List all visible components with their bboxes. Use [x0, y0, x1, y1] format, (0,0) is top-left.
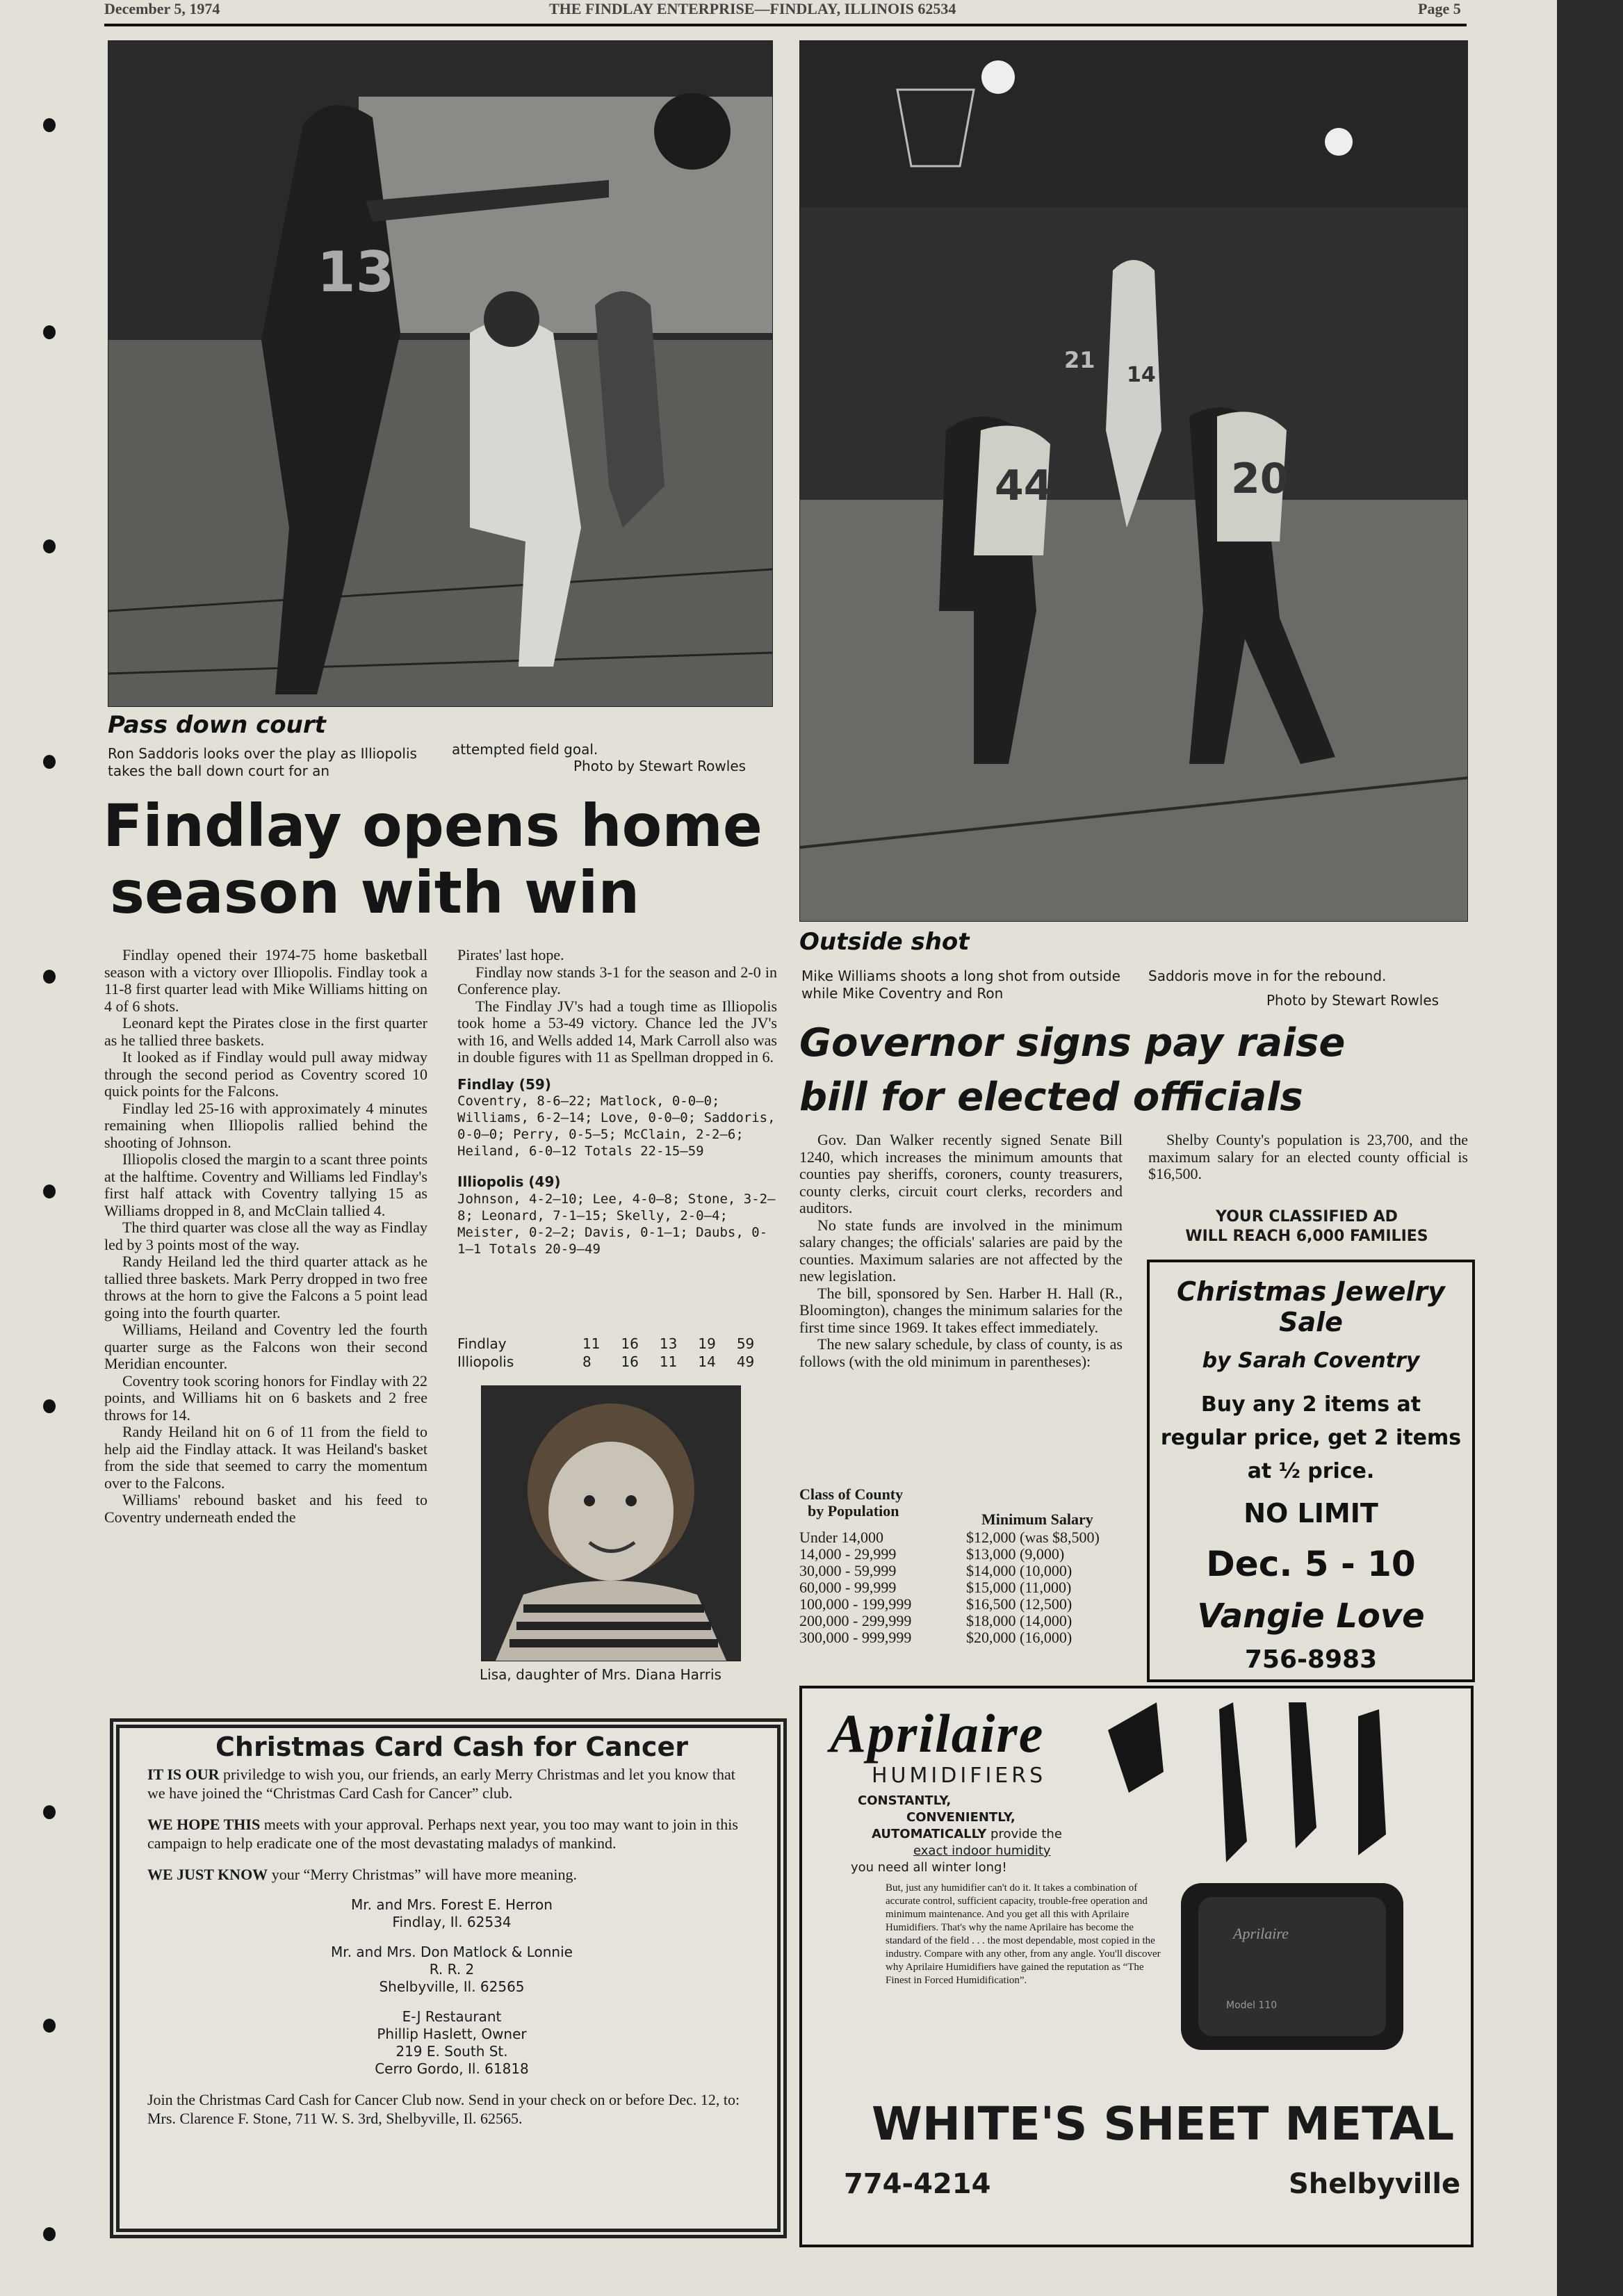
- photo-credit: Photo by Stewart Rowles: [573, 758, 747, 774]
- story1-column-2: [457, 947, 777, 1257]
- headline-line-2: bill for elected officials: [799, 1075, 1303, 1120]
- ad-tagline-line: exact indoor humidity: [913, 1843, 1051, 1858]
- binder-hole: [43, 325, 56, 339]
- paragraph: Findlay now stands 3-1 for the season and 2-0 in Conference play.: [457, 963, 777, 998]
- salary-row: [799, 1529, 1129, 1546]
- paragraph: Shelby County's population is 23,700, and the maximum salary for an elected county official is $16,500.: [1148, 1131, 1468, 1182]
- caption-outside-shot: Mike Williams shoots a long shot from outside while Mike Coventry and Ron: [801, 968, 1120, 1002]
- donor-line: Cerro Gordo, Il. 61818: [375, 2060, 529, 2077]
- score-cell: 11: [659, 1353, 678, 1370]
- caption-outside-shot-cont: Saddoris move in for the rebound.: [1148, 968, 1387, 984]
- paragraph: Leonard kept the Pirates close in the first quarter as he tallied three baskets.: [104, 1014, 427, 1049]
- donor-line: R. R. 2: [429, 1961, 475, 1978]
- classified-line-2: WILL REACH 6,000 FAMILIES: [1185, 1228, 1428, 1245]
- quarter-score-table: [457, 1335, 754, 1371]
- headline-line-1: Findlay opens home: [103, 792, 762, 860]
- score-cell: 19: [698, 1335, 716, 1352]
- donor-line: Shelbyville, Il. 62565: [379, 1978, 525, 1995]
- salary-row: [799, 1563, 1129, 1579]
- salary-table-header: [799, 1503, 1129, 1528]
- ad-brand: Aprilaire: [830, 1703, 1045, 1764]
- binder-hole: [43, 1805, 56, 1819]
- paragraph: Illiopolis closed the margin to a scant three points at the halftime. Coventry and Williams led Findlay's first half attack with Coventry tallying 15 as Williams dropped in 8, and McClain tallied 4.: [104, 1150, 427, 1219]
- score-cell: Illiopolis: [457, 1353, 514, 1370]
- binder-hole: [43, 1399, 56, 1413]
- ad-aprilaire-humidifiers: [799, 1686, 1474, 2247]
- caption-title-outside-shot: Outside shot: [799, 928, 970, 956]
- donor-list: [147, 1896, 756, 2078]
- paragraph: Randy Heiland led the third quarter attack as he tallied three baskets. Mark Perry dropped in two free throws at the horn to give the Falcons a 5 point lead going into the fourth quarter.: [104, 1253, 427, 1321]
- jersey-number: 21: [1064, 347, 1095, 373]
- donor-entry: [147, 2008, 756, 2078]
- donor-entry: [147, 1896, 756, 1931]
- ad-dealer: WHITE'S SHEET METAL: [872, 2097, 1455, 2151]
- paragraph: Coventry took scoring honors for Findlay with 22 points, and Williams hit on 6 baskets and 2 free throws for 14.: [104, 1371, 427, 1424]
- unit-label: Aprilaire: [1233, 1925, 1289, 1942]
- salary-row: [799, 1546, 1129, 1563]
- salary-population: Under 14,000: [799, 1529, 883, 1546]
- binder-hole: [43, 118, 56, 132]
- photo-outside-shot: [799, 40, 1468, 922]
- salary-row: [799, 1579, 1129, 1596]
- box-score-line: Williams, 6-2—14; Love, 0-0—0; Saddoris,: [457, 1110, 776, 1125]
- headline-line-2: season with win: [110, 858, 640, 927]
- ad-tagline-line: provide the: [986, 1827, 1062, 1841]
- salary-row: [799, 1629, 1129, 1646]
- ad-dates: Dec. 5 - 10: [1206, 1544, 1416, 1584]
- box-score-line: Heiland, 6-0—12 Totals 22-15—59: [457, 1143, 704, 1159]
- ad-contact-name: Vangie Love: [1197, 1597, 1425, 1636]
- photo-credit: Photo by Stewart Rowles: [1266, 992, 1440, 1009]
- ad-title: Christmas Jewelry Sale: [1177, 1276, 1445, 1337]
- salary-col-head-a: Class of County: [799, 1485, 904, 1503]
- ad-paragraph: your “Merry Christmas” will have more meaning.: [268, 1866, 577, 1883]
- ad-offer: [1150, 1388, 1472, 1488]
- ad-paragraph: meets with your approval. Perhaps next year, you too may want to join in this campaign to help eradicate one of the most devastating maladys of mankind.: [147, 1816, 738, 1852]
- jersey-number: 13: [317, 240, 395, 304]
- scan-edge: [1557, 0, 1623, 2296]
- story-headline-governor: [799, 1016, 1481, 1125]
- classified-promo: [1147, 1207, 1467, 1246]
- score-cell: 13: [659, 1335, 678, 1352]
- score-cell: 11: [582, 1335, 601, 1352]
- caption-lisa: Lisa, daughter of Mrs. Diana Harris: [480, 1666, 721, 1683]
- masthead-paper: THE FINDLAY ENTERPRISE—FINDLAY, ILLINOIS 62534: [549, 0, 956, 17]
- story2-column-2: [1148, 1132, 1468, 1183]
- paragraph: Gov. Dan Walker recently signed Senate Bill 1240, which increases the minimum amounts that counties pay sheriffs, coroners, county treasurers, county clerks, circuit court clerks, recorders and auditors.: [799, 1131, 1123, 1216]
- salary-col-head-b: Minimum Salary: [981, 1511, 1093, 1528]
- salary-amount: $18,000 (14,000): [966, 1612, 1073, 1629]
- paragraph: Randy Heiland hit on 6 of 11 from the field to help aid the Findlay attack. It was Heiland's basket from the side that seemed to carry the momentum over to the Falcons.: [104, 1423, 427, 1492]
- salary-amount: $20,000 (16,000): [966, 1629, 1073, 1646]
- binder-hole: [43, 2019, 56, 2033]
- ad-lead: WE JUST KNOW: [147, 1866, 268, 1883]
- ad-town: Shelbyville: [1289, 2168, 1461, 2200]
- caption-pass-down-court: Ron Saddoris looks over the play as Illiopolis takes the ball down court for an: [108, 745, 417, 779]
- ad-phone: 756-8983: [1244, 1645, 1378, 1674]
- ad-tagline: [851, 1793, 1150, 1876]
- headline-line-1: Governor signs pay raise: [799, 1020, 1346, 1066]
- ad-tagline-line: CONVENIENTLY,: [906, 1810, 1016, 1825]
- salary-population: 14,000 - 29,999: [799, 1545, 897, 1563]
- paragraph: The Findlay JV's had a tough time as Illiopolis took home a 53-49 victory. Chance led the JV's with 16, and Wells added 14, Mark Carroll also was in double figures with 11 as Spellman dropped in 6.: [457, 997, 777, 1066]
- ad-body: But, just any humidifier can't do it. It takes a combination of accurate control, sufficient capacity, trouble-free operation and minimum maintenance. And you get all this with Aprilaire Humidifiers. That's why the name Aprilaire has become the standard of the field . . . the most dependable, most copied in the industry. Compare with any other, from any angle. You'll discover why Aprilaire Humidifiers have gained the reputation as “The Finest in Forced Humidification”.: [886, 1882, 1161, 1986]
- box-score-line: Meister, 0-2—2; Davis, 0-1—1; Daubs, 0-: [457, 1224, 768, 1240]
- ad-limit: NO LIMIT: [1243, 1498, 1378, 1529]
- salary-amount: $13,000 (9,000): [966, 1545, 1065, 1563]
- ad-tagline-line: CONSTANTLY,: [858, 1793, 952, 1808]
- box-score-line: 0-0—0; Perry, 0-5—5; McClain, 2-2—6;: [457, 1127, 744, 1142]
- ad-paragraph: priviledge to wish you, our friends, an early Merry Christmas and let you know that we have joined the “Christmas Card Cash for Cancer” club.: [147, 1766, 735, 1802]
- score-cell: 49: [736, 1353, 755, 1370]
- masthead: [104, 0, 1467, 26]
- salary-amount: $12,000 (was $8,500): [966, 1529, 1100, 1546]
- score-cell: 16: [621, 1335, 639, 1352]
- box-score-line: 8; Leonard, 7-1—15; Skelly, 2-0—4;: [457, 1207, 728, 1223]
- box-score-illiopolis-title: Illiopolis (49): [457, 1173, 561, 1190]
- jersey-number: 20: [1231, 455, 1289, 503]
- salary-table: [799, 1486, 1129, 1646]
- donor-line: E-J Restaurant: [402, 2008, 502, 2025]
- classified-line-1: YOUR CLASSIFIED AD: [1216, 1208, 1398, 1226]
- ad-christmas-jewelry: [1147, 1260, 1475, 1682]
- box-score-findlay-title: Findlay (59): [457, 1075, 551, 1093]
- donor-entry: [147, 1944, 756, 1996]
- box-score-line: 1—1 Totals 20-9—49: [457, 1241, 601, 1257]
- story2-column-1: [799, 1132, 1123, 1370]
- ad-footer: Join the Christmas Card Cash for Cancer Club now. Send in your check on or before Dec. 12, to: Mrs. Clarence F. Stone, 711 W. S. 3rd, Shelbyville, Il. 62565.: [147, 2091, 740, 2127]
- ad-lead: WE HOPE THIS: [147, 1816, 261, 1833]
- ad-offer-line: regular price, get 2 items: [1160, 1426, 1462, 1450]
- story1-column-1: [104, 947, 427, 1526]
- donor-line: Mr. and Mrs. Forest E. Herron: [351, 1896, 553, 1913]
- photo-lisa: [481, 1385, 741, 1661]
- paragraph: The third quarter was close all the way as Findlay led by 3 points most of the way.: [104, 1219, 427, 1253]
- score-cell: 16: [621, 1353, 639, 1370]
- masthead-date: December 5, 1974: [104, 0, 220, 17]
- jersey-number: 14: [1127, 363, 1156, 387]
- ad-product: HUMIDIFIERS: [872, 1764, 1047, 1788]
- ad-offer-line: Buy any 2 items at: [1200, 1392, 1421, 1417]
- donor-line: Findlay, Il. 62534: [392, 1914, 512, 1930]
- score-cell: 14: [698, 1353, 716, 1370]
- ad-title: Christmas Card Cash for Cancer: [215, 1732, 688, 1762]
- paragraph: It looked as if Findlay would pull away midway through the second period as Coventry scored 10 quick points for the Falcons.: [104, 1048, 427, 1100]
- salary-col-head-a2: by Population: [808, 1502, 899, 1520]
- unit-model: Model 110: [1226, 2000, 1278, 2011]
- story-headline-findlay: [103, 792, 784, 926]
- jersey-number: 44: [995, 462, 1053, 510]
- donor-line: 219 E. South St.: [395, 2043, 508, 2060]
- salary-amount: $16,500 (12,500): [966, 1595, 1073, 1613]
- score-cell: 59: [736, 1335, 755, 1352]
- donor-line: Phillip Haslett, Owner: [377, 2026, 527, 2042]
- paragraph: Williams, Heiland and Coventry led the fourth quarter surge as the Falcons won their second Meridian encounter.: [104, 1321, 427, 1372]
- salary-amount: $14,000 (10,000): [966, 1562, 1073, 1579]
- score-row: [457, 1335, 754, 1353]
- salary-population: 60,000 - 99,999: [799, 1579, 897, 1596]
- score-cell: 8: [582, 1353, 592, 1370]
- binder-hole: [43, 539, 56, 553]
- salary-population: 100,000 - 199,999: [799, 1595, 912, 1613]
- salary-population: 200,000 - 299,999: [799, 1612, 912, 1629]
- caption-pass-down-court-cont: attempted field goal.: [452, 741, 598, 758]
- binder-hole: [43, 2227, 56, 2241]
- salary-row: [799, 1613, 1129, 1629]
- binder-hole: [43, 755, 56, 769]
- paragraph: The bill, sponsored by Sen. Harber H. Hall (R., Bloomington), changes the minimum salaries for the first time since 1969. It takes effect immediately.: [799, 1284, 1123, 1336]
- caption-title-pass-down-court: Pass down court: [108, 711, 326, 739]
- salary-population: 300,000 - 999,999: [799, 1629, 912, 1646]
- ad-offer-line: at ½ price.: [1247, 1459, 1375, 1483]
- donor-line: Mr. and Mrs. Don Matlock & Lonnie: [331, 1944, 573, 1960]
- binder-hole: [43, 1184, 56, 1198]
- box-score-line: Coventry, 8-6—22; Matlock, 0-0—0;: [457, 1093, 720, 1109]
- paragraph: Pirates' last hope.: [457, 946, 564, 963]
- paragraph: Williams' rebound basket and his feed to Coventry underneath ended the: [104, 1491, 427, 1526]
- box-score-line: Johnson, 4-2—10; Lee, 4-0—8; Stone, 3-2—: [457, 1191, 776, 1207]
- paragraph: Findlay opened their 1974-75 home basketball season with a victory over Illiopolis. Findlay took a 11-8 first quarter lead with Mike Williams hitting on 4 of 6 shots.: [104, 946, 427, 1015]
- ad-lead: IT IS OUR: [147, 1766, 220, 1783]
- paragraph: No state funds are involved in the minimum salary changes; the officials' salaries are paid by the counties. Maximum salaries are not affected by the new legislation.: [799, 1216, 1123, 1285]
- masthead-page: Page 5: [1418, 0, 1461, 17]
- ad-tagline-line: you need all winter long!: [851, 1860, 1007, 1875]
- ad-tagline-line: AUTOMATICALLY: [872, 1827, 987, 1841]
- salary-table-header: [799, 1486, 1129, 1503]
- ad-byline: by Sarah Coventry: [1202, 1349, 1420, 1373]
- ad-christmas-card-cash-for-cancer: [110, 1718, 787, 2238]
- binder-hole: [43, 970, 56, 984]
- salary-row: [799, 1596, 1129, 1613]
- salary-amount: $15,000 (11,000): [966, 1579, 1072, 1596]
- score-row: [457, 1353, 754, 1371]
- photo-pass-down-court: [108, 40, 773, 707]
- salary-population: 30,000 - 59,999: [799, 1562, 897, 1579]
- paragraph: The new salary schedule, by class of county, is as follows (with the old minimum in parentheses):: [799, 1335, 1123, 1370]
- ad-phone: 774-4214: [844, 2168, 991, 2200]
- score-cell: Findlay: [457, 1335, 507, 1352]
- paragraph: Findlay led 25-16 with approximately 4 minutes remaining when Illiopolis rallied behind the shooting of Johnson.: [104, 1099, 427, 1151]
